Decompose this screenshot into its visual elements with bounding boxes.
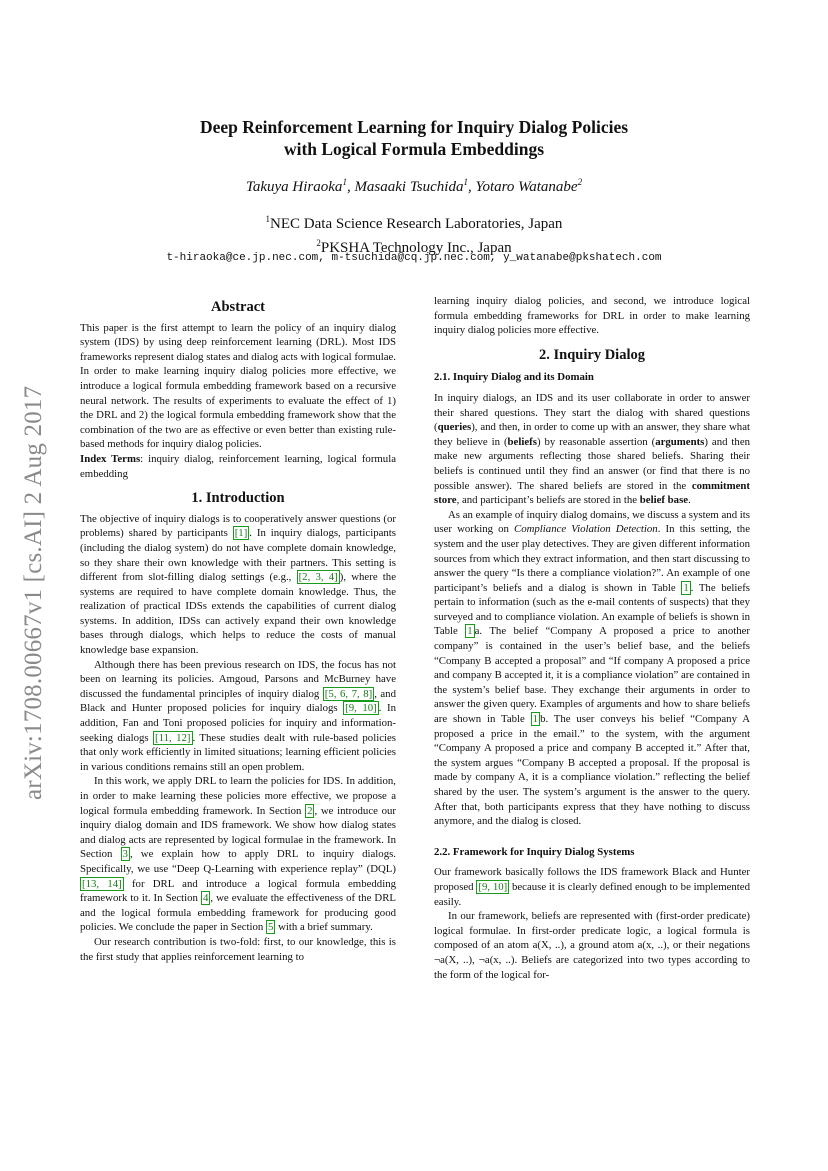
author-sep: ,: [346, 179, 355, 195]
intro-paragraph: Our research contribution is two-fold: first, to our knowledge, this is the first study that applies reinforcement learning to: [80, 935, 396, 963]
text-run: ) by reasonable assertion (: [536, 435, 656, 448]
citation-link[interactable]: [2, 3, 4]: [298, 571, 338, 584]
citation-link[interactable]: [11, 12]: [155, 731, 191, 744]
section-paragraph: In our framework, beliefs are represented with (first-order predicate) logical formulae. In first-order predicate logic, a logical formula is composed of an atom a(X, ..), a ground atom a(x, ..), or their negations ¬a(X, ..), ¬a(x, ..). Beliefs are categorized into two types according to the form of the logical for-: [434, 910, 750, 981]
author-name: Masaaki Tsuchida: [354, 179, 464, 195]
subsection-2-2-heading: 2.2. Framework for Inquiry Dialog Systems: [434, 845, 635, 858]
text-run: .: [688, 494, 691, 507]
text-run: , we introduce our inquiry dialog domain and IDS framework. We show how dialog states and dialog acts are represented by logical formulae in the framework. In Section: [80, 804, 396, 861]
table-link[interactable]: 1: [532, 713, 539, 726]
citation-link[interactable]: [9, 10]: [478, 880, 508, 893]
author-emails[interactable]: t-hiraoka@ce.jp.nec.com, m-tsuchida@cq.jp.nec.com, y_watanabe@pkshatech.com: [166, 252, 662, 264]
index-terms: [80, 452, 396, 481]
text-run: The objective of inquiry dialogs is to cooperatively answer questions (or problems) shared by participants: [80, 512, 396, 540]
intro-paragraph: [80, 774, 396, 935]
text-run: ) and then make new arguments reflecting those shared beliefs. Sharing their beliefs is continued until they find an answer (or find that there is no possible answer). The shared beliefs are stored in the: [434, 435, 751, 492]
index-terms-label: Index Terms: [80, 452, 141, 465]
text-run: because it is clearly defined enough to be implemented easily.: [434, 880, 750, 908]
paper-title: [60, 116, 768, 160]
abstract-body: This paper is the first attempt to learn the policy of an inquiry dialog system (IDS) by using deep reinforcement learning (DRL). Most IDS frameworks represent dialog states and dialog acts with logical formulae. In order to make learning inquiry dialog policies more effective, we introduce a logical formula embedding framework based on a recursive neural network. The results of experiments to evaluate the effect of 1) the DRL and 2) the logical formula embedding framework show that the combination of the two are as effective or even better than existing rule-based methods for inquiry dialog policies.: [80, 321, 397, 451]
abstract-heading: Abstract: [211, 299, 265, 315]
citation-link[interactable]: [1]: [234, 527, 248, 540]
text-run: , and Black and Hunter proposed policies for inquiry dialogs: [80, 687, 396, 715]
affil-mark: 2: [316, 238, 321, 248]
author-name: Takuya Hiraoka: [245, 179, 343, 195]
arxiv-stamp: arXiv:1708.00667v1 [cs.AI] 2 Aug 2017: [20, 385, 47, 800]
affil-text: NEC Data Science Research Laboratories, Japan: [270, 216, 563, 232]
section-link[interactable]: 5: [268, 921, 274, 934]
text-run: ), where the systems are required to have complete domain knowledge. Thus, the realization of practical IDSs extends the capabilities of current dialog systems. In addition, IDSs can actively expand their own knowledge bases through dialogs, which helps to reduce the costs of manual knowledge base expansion.: [80, 571, 396, 657]
title-line-1: Deep Reinforcement Learning for Inquiry Dialog Policies: [199, 117, 629, 137]
intro-paragraph: [80, 512, 396, 658]
intro-heading: 1. Introduction: [191, 490, 285, 507]
bold-term: arguments: [655, 435, 705, 448]
author-mark: 1: [342, 177, 347, 187]
section-paragraph: [434, 391, 750, 508]
bold-term: commitment store: [434, 479, 750, 507]
italic-term: Compliance Violation Detection: [514, 523, 658, 536]
author-list: [60, 177, 768, 196]
title-line-2: with Logical Formula Embeddings: [283, 139, 545, 159]
intro-paragraph: [80, 658, 396, 775]
left-column: [80, 290, 396, 964]
text-run: . In inquiry dialogs, participants (including the dialog system) do not have complete domain knowledge, so they share their own knowledge with their partners. This setting is different from slot-filling dialog settings (e.g.,: [80, 527, 397, 584]
table-link[interactable]: 1: [683, 581, 689, 594]
text-run: , and participant’s beliefs are stored in the: [456, 494, 640, 507]
author-mark: 2: [577, 177, 583, 187]
bold-term: queries: [437, 421, 472, 434]
affiliation-1: [60, 210, 768, 234]
table-link[interactable]: 1: [467, 625, 473, 638]
author-name: Yotaro Watanabe: [475, 179, 578, 195]
text-run: , we explain how to apply DRL to inquiry dialogs. Specifically, we use “Deep Q-Learning with experience replay” (DQL): [80, 848, 396, 875]
section-link[interactable]: 3: [122, 848, 128, 861]
text-run: ), and then, in order to come up with an answer, they share what they believe in (: [434, 421, 750, 448]
text-run: b. The user conveys his belief “Company A proposed a price in the email.” to the system, with the argument “Company A proposed a price and company B accepted it.” After that, the system argues “Company B accepted a proposal. If the proposal is made by company A, it is a compliance violation.” reflecting the belief shared by the user. The system’s argument is the answer to the query. After that, both participants express that they have nothing to discuss anymore, and the dialog is closed.: [434, 713, 751, 828]
affil-text: PKSHA Technology Inc., Japan: [320, 240, 512, 256]
author-mark: 1: [463, 177, 468, 187]
text-run: . The beliefs pertain to information (such as the e-mail contents of suspects) that they surveyed and to compliance violation. An example of beliefs is shown in Table: [434, 581, 751, 638]
section-paragraph: [434, 508, 750, 829]
author-sep: ,: [467, 179, 476, 195]
subsection-2-1-heading: 2.1. Inquiry Dialog and its Domain: [434, 371, 594, 384]
text-run: . In addition, Fan and Toni proposed policies for inquiry and information-seeking dialogs: [80, 702, 396, 744]
affil-mark: 1: [265, 214, 271, 224]
text-run: for DRL and introduce a logical formula embedding framework to it. In Section: [80, 877, 396, 905]
section-paragraph: [434, 865, 750, 909]
text-run: a. The belief “Company A proposed a price to another company” is contained in the user’s belief base, and the beliefs “Company B accepted a proposal” and “If company A proposed a price and company B accepted it, it is a compliance violation” are contained in the system’s belief base. They exchange their arguments in order to answer the given query. Examples of arguments and how to share beliefs are shown in Table: [434, 625, 751, 726]
text-run: Although there has been previous research on IDS, the focus has not been on learning its policies. Amgoud, Parsons and McBurney have discussed the fundamental principles of inquiry dialog: [80, 658, 396, 700]
text-run: . These studies dealt with rule-based policies that only work efficiently in limited situations; learning efficient policies in various conditions remains still an open problem.: [80, 731, 396, 773]
affiliations: [60, 210, 768, 258]
bold-term: beliefs: [507, 435, 537, 448]
citation-link[interactable]: [5, 6, 7, 8]: [324, 687, 373, 700]
section-2-heading: 2. Inquiry Dialog: [539, 346, 645, 363]
bold-term: belief base: [639, 494, 689, 507]
text-run: As an example of inquiry dialog domains, we discuss a system and its user working on: [434, 508, 750, 536]
index-terms-text: : inquiry dialog, reinforcement learning, logical formula embedding: [80, 452, 397, 480]
text-run: In this work, we apply DRL to learn the policies for IDS. In addition, in order to make learning these policies more effective, we propose a logical formula embedding framework. In Section: [80, 775, 396, 817]
text-run: Our framework basically follows the IDS framework Black and Hunter proposed: [434, 866, 750, 893]
text-run: . In this setting, the system and the user play detectives. They are given different information sources from which they extract information, and then start discussing to answer the query “Is there a compliance violation?”. An example of one participant’s beliefs and a dialog is shown in Table: [434, 523, 751, 594]
contribution-continued: learning inquiry dialog policies, and second, we introduce logical formula embedding frameworks for DRL in order to make learning inquiry dialog policies more effective.: [434, 295, 750, 337]
citation-link[interactable]: [9, 10]: [345, 702, 377, 715]
citation-link[interactable]: [13, 14]: [82, 877, 122, 890]
text-run: In inquiry dialogs, an IDS and its user collaborate in order to answer their shared questions. They start the dialog with shared questions (: [434, 391, 750, 434]
right-column: [434, 294, 750, 982]
section-link[interactable]: 4: [203, 892, 209, 905]
text-run: , we evaluate the effectiveness of the DRL and the logical formula embedding framework for producing good policies. We conclude the paper in Section: [80, 892, 396, 934]
text-run: with a brief summary.: [275, 921, 373, 934]
section-link[interactable]: 2: [307, 804, 313, 817]
